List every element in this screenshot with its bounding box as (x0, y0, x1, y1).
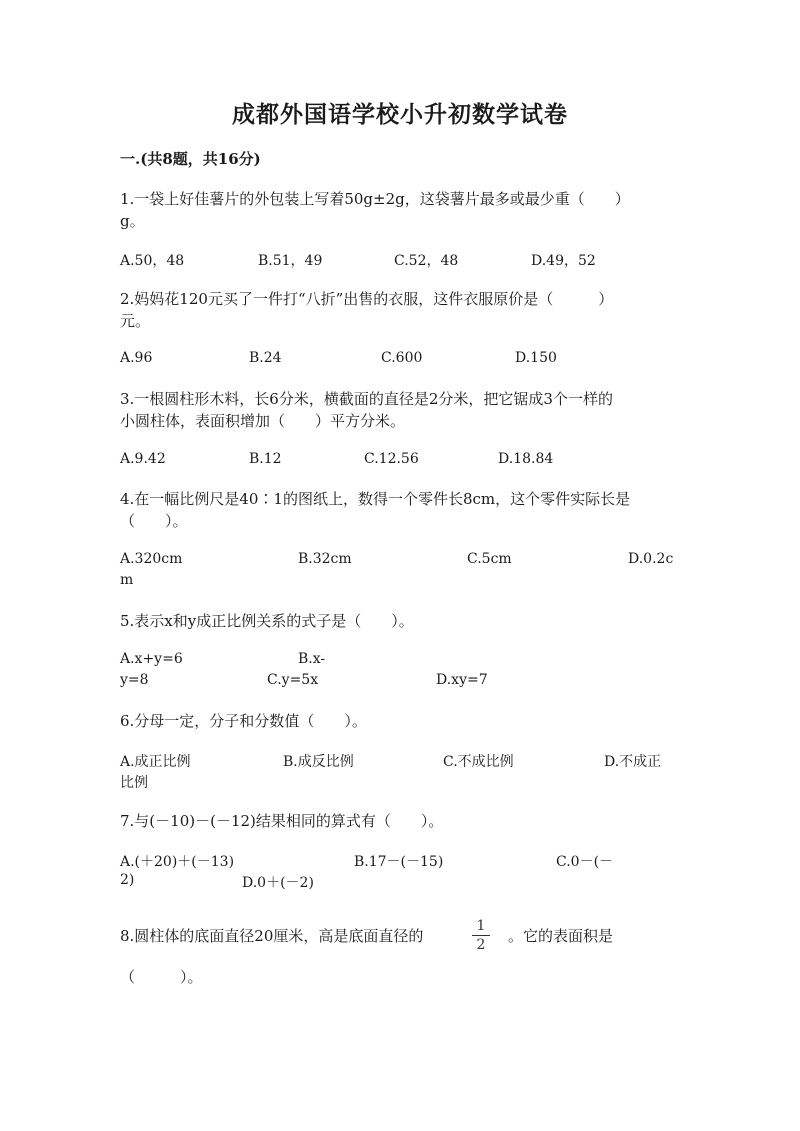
question-5-line-1: 5.表示x和y成正比例关系的式子是（ ）。 (120, 612, 414, 630)
question-5-option-b[interactable]: B.x- (298, 651, 326, 667)
question-2-line-1: 2.妈妈花120元买了一件打“八折”出售的衣服，这件衣服原价是（ ） (120, 290, 614, 308)
question-2-option-c[interactable]: C.600 (381, 350, 423, 366)
question-6-option-c[interactable]: C.不成比例 (443, 754, 514, 770)
question-7-option-b[interactable]: B.17－(－15) (354, 854, 444, 870)
question-8-line-1b: 。它的表面积是 (508, 927, 614, 945)
question-5-option-a[interactable]: A.x+y=6 (120, 651, 183, 667)
question-1-line-1: 1.一袋上好佳薯片的外包装上写着50g±2g，这袋薯片最多或最少重（ ） (120, 190, 630, 208)
question-3-option-d[interactable]: D.18.84 (498, 451, 554, 467)
question-6-line-1: 6.分母一定，分子和分数值（ ）。 (120, 712, 367, 730)
question-2-option-a[interactable]: A.96 (120, 350, 153, 366)
question-1-option-a[interactable]: A.50，48 (120, 253, 185, 269)
question-5-option-b-wrap: y=8 (120, 672, 149, 688)
question-4-option-d[interactable]: D.0.2c (628, 551, 674, 567)
question-6-option-d-wrap: 比例 (120, 775, 148, 791)
question-7-option-c-wrap: 2) (120, 872, 135, 888)
page-title: 成都外国语学校小升初数学试卷 (232, 101, 568, 128)
question-7-option-d[interactable]: D.0＋(－2) (242, 875, 314, 891)
section-header: 一.(共8题，共16分) (120, 150, 261, 168)
question-3-line-2: 小圆柱体，表面积增加（ ）平方分米。 (120, 412, 406, 430)
question-4-option-d-wrap: m (120, 572, 134, 588)
fraction-one-half (470, 918, 492, 953)
question-4-option-b[interactable]: B.32cm (298, 551, 352, 567)
question-8-line-2: （ ）。 (120, 968, 203, 986)
question-4-line-2: （ ）。 (120, 512, 188, 530)
question-6-option-a[interactable]: A.成正比例 (120, 754, 191, 770)
question-4-option-a[interactable]: A.320cm (120, 551, 183, 567)
fraction-bar (472, 935, 490, 936)
question-6-option-b[interactable]: B.成反比例 (283, 754, 354, 770)
question-4-line-1: 4.在一幅比例尺是40∶1的图纸上，数得一个零件长8cm，这个零件实际长是 (120, 490, 631, 508)
question-1-option-b[interactable]: B.51，49 (258, 253, 323, 269)
question-5-option-c[interactable]: C.y=5x (267, 672, 319, 688)
question-6-option-d[interactable]: D.不成正 (604, 754, 662, 770)
question-3-line-1: 3.一根圆柱形木料，长6分米，横截面的直径是2分米，把它锯成3个一样的 (120, 390, 613, 408)
question-3-option-a[interactable]: A.9.42 (120, 451, 166, 467)
question-7-line-1: 7.与(－10)－(－12)结果相同的算式有（ ）。 (120, 812, 444, 830)
fraction-numerator: 1 (476, 918, 486, 934)
question-2-option-b[interactable]: B.24 (249, 350, 282, 366)
question-1-option-c[interactable]: C.52，48 (394, 253, 459, 269)
fraction-denominator: 2 (476, 937, 486, 953)
question-3-option-c[interactable]: C.12.56 (364, 451, 419, 467)
question-7-option-a[interactable]: A.(＋20)＋(－13) (120, 854, 235, 870)
question-2-option-d[interactable]: D.150 (515, 350, 557, 366)
question-4-option-c[interactable]: C.5cm (467, 551, 512, 567)
question-3-option-b[interactable]: B.12 (249, 451, 282, 467)
question-1-option-d[interactable]: D.49，52 (531, 253, 596, 269)
question-8-line-1a: 8.圆柱体的底面直径20厘米，高是底面直径的 (120, 927, 424, 945)
question-7-option-c[interactable]: C.0－(－ (556, 854, 614, 870)
question-1-line-2: g。 (120, 212, 145, 230)
question-2-line-2: 元。 (120, 312, 151, 330)
question-5-option-d[interactable]: D.xy=7 (436, 672, 488, 688)
